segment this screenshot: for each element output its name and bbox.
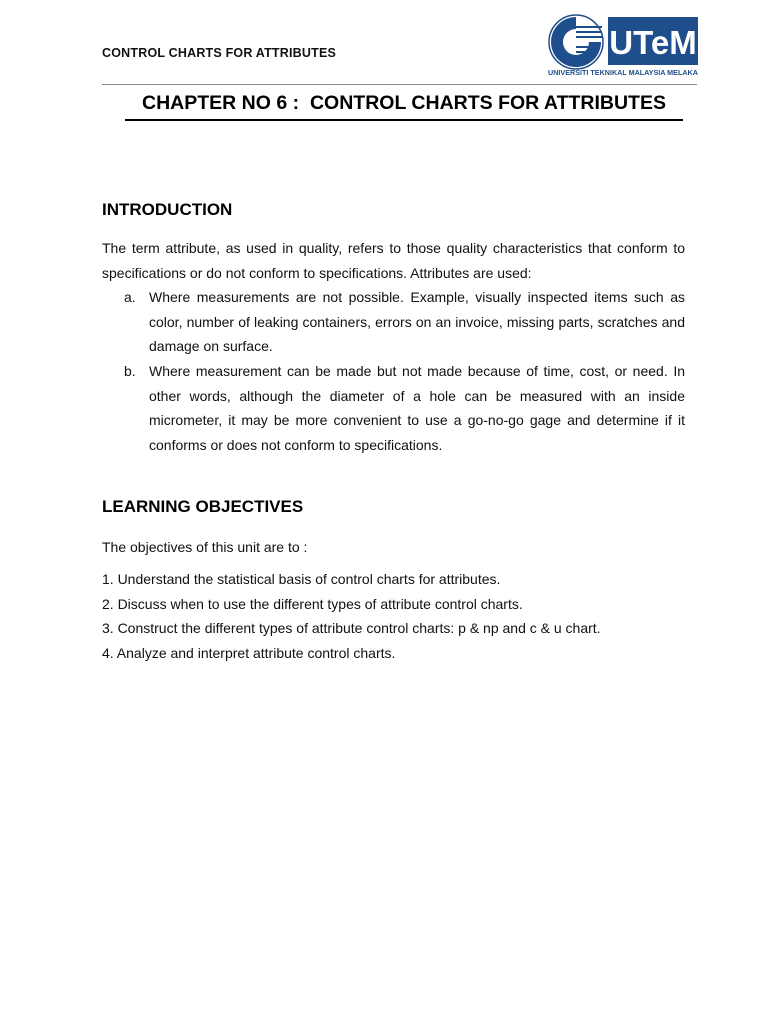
logo-university-name: UNIVERSITI TEKNIKAL MALAYSIA MELAKA	[548, 68, 698, 77]
introduction-paragraph: The term attribute, as used in quality, refers to those quality characteristics that conform to specifications or do not conform to specifications. Attributes are used:	[102, 240, 685, 281]
list-marker: b.	[124, 363, 136, 379]
objective-item: 1. Understand the statistical basis of control charts for attributes.	[102, 571, 501, 587]
utem-logo-graphic	[545, 12, 700, 80]
objective-item: 3. Construct the different types of attribute control charts: p & np and c & u chart.	[102, 620, 601, 636]
chapter-title-underline	[125, 119, 683, 121]
objective-item: 4. Analyze and interpret attribute control charts.	[102, 645, 396, 661]
introduction-heading: INTRODUCTION	[102, 200, 233, 219]
objective-item: 2. Discuss when to use the different types of attribute control charts.	[102, 596, 523, 612]
utem-logo	[545, 12, 700, 80]
chapter-title: CHAPTER NO 6 : CONTROL CHARTS FOR ATTRIBUTES	[142, 92, 666, 114]
list-item-text: Where measurements are not possible. Example, visually inspected items such as color, number of leaking containers, errors on an invoice, missing parts, scratches and damage on surface.	[149, 289, 685, 354]
list-marker: a.	[124, 289, 136, 305]
logo-wordmark: UTeM	[609, 24, 697, 61]
objectives-intro: The objectives of this unit are to :	[102, 539, 308, 555]
running-header: CONTROL CHARTS FOR ATTRIBUTES	[102, 46, 337, 60]
list-item-text: Where measurement can be made but not made because of time, cost, or need. In other words, although the diameter of a hole can be measured with an inside micrometer, it may be more convenient to use a go-no-go gage and determine if it conforms or does not conform to specifications.	[149, 363, 685, 453]
learning-objectives-heading: LEARNING OBJECTIVES	[102, 497, 304, 516]
header-divider	[102, 84, 697, 85]
